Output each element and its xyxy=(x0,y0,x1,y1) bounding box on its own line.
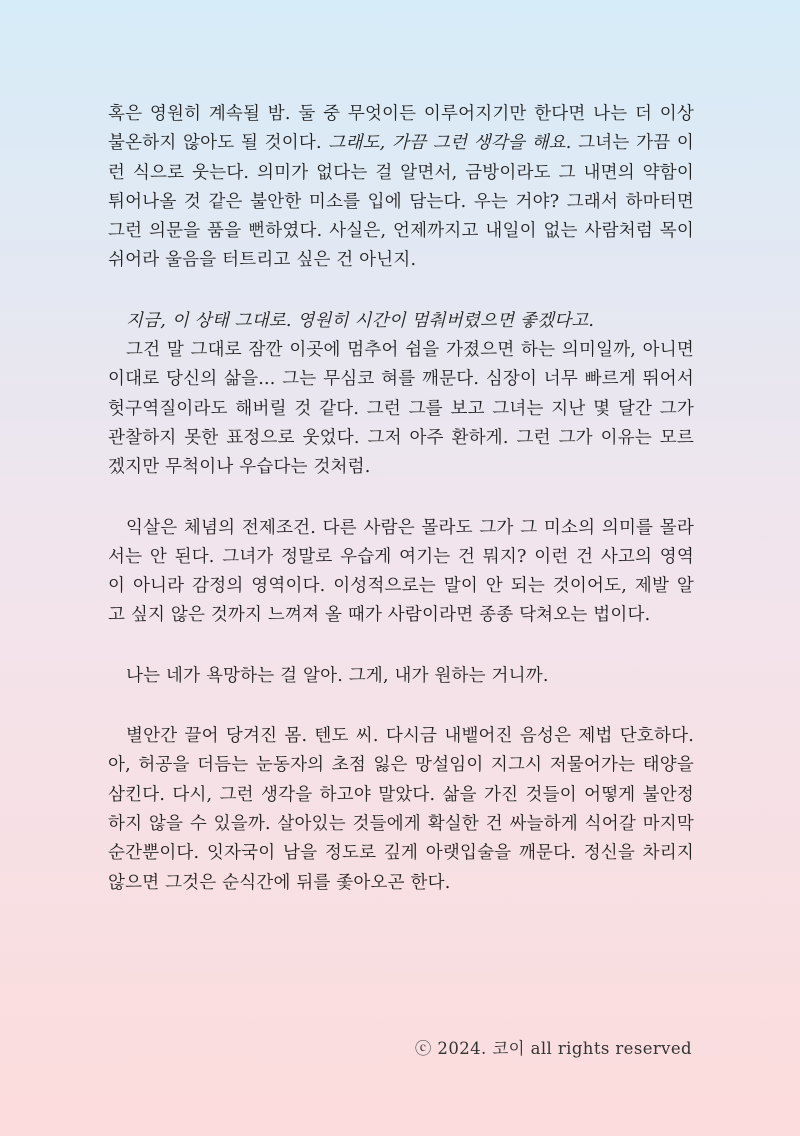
text-line: 않으면 그것은 순식간에 뒤를 좇아오곤 한다. xyxy=(108,872,451,893)
paragraph-4 xyxy=(108,662,694,691)
text-line: 고 싶지 않은 것까지 느껴져 올 때가 사람이라면 종종 닥쳐오는 법이다. xyxy=(108,605,651,626)
paragraph-2 xyxy=(108,307,694,483)
text-line xyxy=(108,129,694,158)
text-line: 나는 네가 욕망하는 걸 알아. 그게, 내가 원하는 거니까. xyxy=(126,665,549,686)
text-line: 혹은 영원히 계속될 밤. 둘 중 무엇이든 이루어지기만 한다면 나는 더 이상 xyxy=(108,104,694,124)
text-line: 순간뿐이다. 잇자국이 남을 정도로 깊게 아랫입술을 깨문다. 정신을 차리지 xyxy=(108,843,694,864)
text-line: 서는 안 된다. 그녀가 정말로 우습게 여기는 건 뭐지? 이런 건 사고의 영역 xyxy=(108,546,694,567)
italic-quote-line: 지금, 이 상태 그대로. 영원히 시간이 멈춰버렸으면 좋겠다고. xyxy=(126,310,595,331)
text-line: 삼킨다. 다시, 그런 생각을 하고야 말았다. 삶을 가진 것들이 어떻게 불안정 xyxy=(108,784,694,805)
text-line: 이대로 당신의 삶을... 그는 무심코 혀를 깨문다. 심장이 너무 빠르게 뛰어서 xyxy=(108,369,694,390)
paragraph-5 xyxy=(108,722,694,898)
text-line: 쉬어라 울음을 터트리고 싶은 건 아닌지. xyxy=(108,250,417,271)
text-segment: 불온하지 않아도 될 것이다. xyxy=(108,133,329,154)
copyright-notice: ⓒ 2024. 코이 all rights reserved xyxy=(414,1039,692,1058)
document-body xyxy=(108,100,694,898)
text-line: 튀어나올 것 같은 불안한 미소를 입에 담는다. 우는 거야? 그래서 하마터면 xyxy=(108,191,694,212)
text-line: 그런 의문을 품을 뻔하였다. 사실은, 언제까지고 내일이 없는 사람처럼 목이 xyxy=(108,221,694,242)
text-line: 별안간 끌어 당겨진 몸. 텐도 씨. 다시금 내뱉어진 음성은 제법 단호하다. xyxy=(126,726,694,747)
text-line: 아, 허공을 더듬는 눈동자의 초점 잃은 망설임이 지그시 저물어가는 태양을 xyxy=(108,755,694,776)
text-line: 겠지만 무척이나 우습다는 것처럼. xyxy=(108,457,371,478)
text-line: 하지 않을 수 있을까. 살아있는 것들에게 확실한 건 싸늘하게 식어갈 마지막 xyxy=(108,813,694,834)
paragraph-3 xyxy=(108,514,694,631)
text-line: 런 식으로 웃는다. 의미가 없다는 걸 알면서, 금방이라도 그 내면의 약함이 xyxy=(108,162,694,183)
text-line: 그건 말 그대로 잠깐 이곳에 멈추어 쉼을 가졌으면 하는 의미일까, 아니면 xyxy=(126,340,694,361)
text-line: 익살은 체념의 전제조건. 다른 사람은 몰라도 그가 그 미소의 의미를 몰라 xyxy=(126,517,694,538)
text-segment: 그녀는 가끔 이 xyxy=(571,133,695,154)
text-line: 관찰하지 못한 표정으로 웃었다. 그저 아주 환하게. 그런 그가 이유는 모르 xyxy=(108,427,694,448)
italic-quote: 그래도, 가끔 그런 생각을 해요. xyxy=(328,133,572,154)
text-line: 이 아니라 감정의 영역이다. 이성적으로는 말이 안 되는 것이어도, 제발 알 xyxy=(108,576,694,597)
text-line: 헛구역질이라도 해버릴 것 같다. 그런 그를 보고 그녀는 지난 몇 달간 그가 xyxy=(108,398,694,419)
paragraph-1 xyxy=(108,100,694,276)
